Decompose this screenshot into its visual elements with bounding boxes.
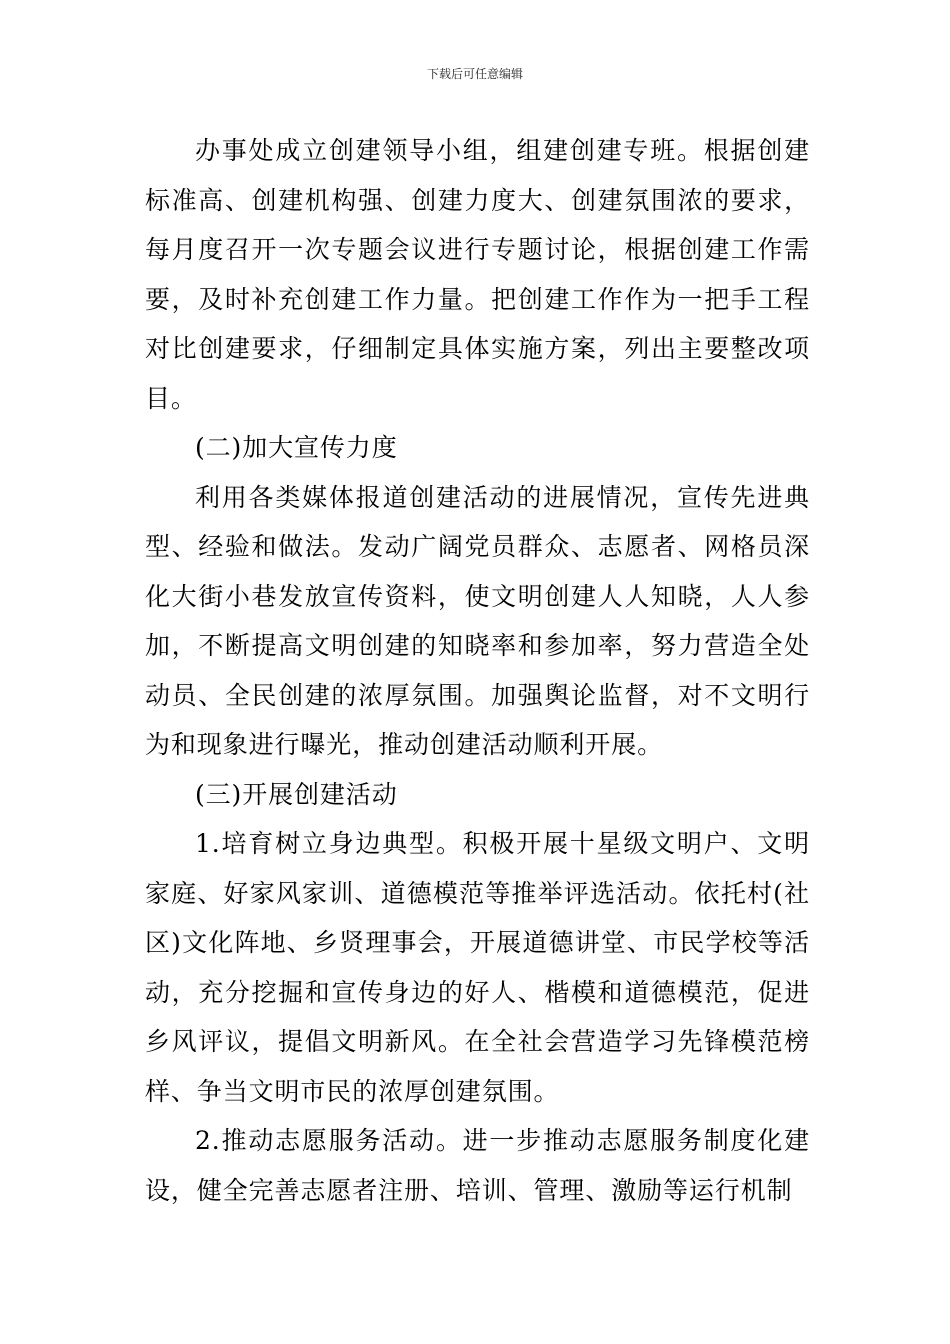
paragraph-role-models: 1.培育树立身边典型。积极开展十星级文明户、文明家庭、好家风家训、道德模范等推举评选活动。依托村(社区)文化阵地、乡贤理事会，开展道德讲堂、市民学校等活动，充分挖掘和宣传身边的好人、楷模和道德模范，促进乡风评议，提倡文明新风。在全社会营造学习先锋模范榜样、争当文明市民的浓厚创建氛围。 [145,829,810,1106]
paragraph-publicity: 利用各类媒体报道创建活动的进展情况，宣传先进典型、经验和做法。发动广阔党员群众、志愿者、网格员深化大街小巷发放宣传资料，使文明创建人人知晓，人人参加，不断提高文明创建的知晓率和参加率，努力营造全处动员、全民创建的浓厚氛围。加强舆论监督，对不文明行为和现象进行曝光，推动创建活动顺利开展。 [145,482,810,759]
paragraph-leadership-group: 办事处成立创建领导小组，组建创建专班。根据创建标准高、创建机构强、创建力度大、创建氛围浓的要求，每月度召开一次专题会议进行专题讨论，根据创建工作需要，及时补充创建工作力量。把创建工作作为一把手工程对比创建要求，仔细制定具体实施方案，列出主要整改项目。 [145,136,810,413]
document-body [145,126,810,1215]
section-heading-activities: (三)开展创建活动 [195,779,398,809]
section-heading-publicity: (二)加大宣传力度 [195,433,398,462]
page-header: 下载后可任意编辑 [426,67,523,81]
paragraph-volunteer-service: 2.推动志愿服务活动。进一步推动志愿服务制度化建设，健全完善志愿者注册、培训、管理、激励等运行机制 [145,1126,810,1205]
